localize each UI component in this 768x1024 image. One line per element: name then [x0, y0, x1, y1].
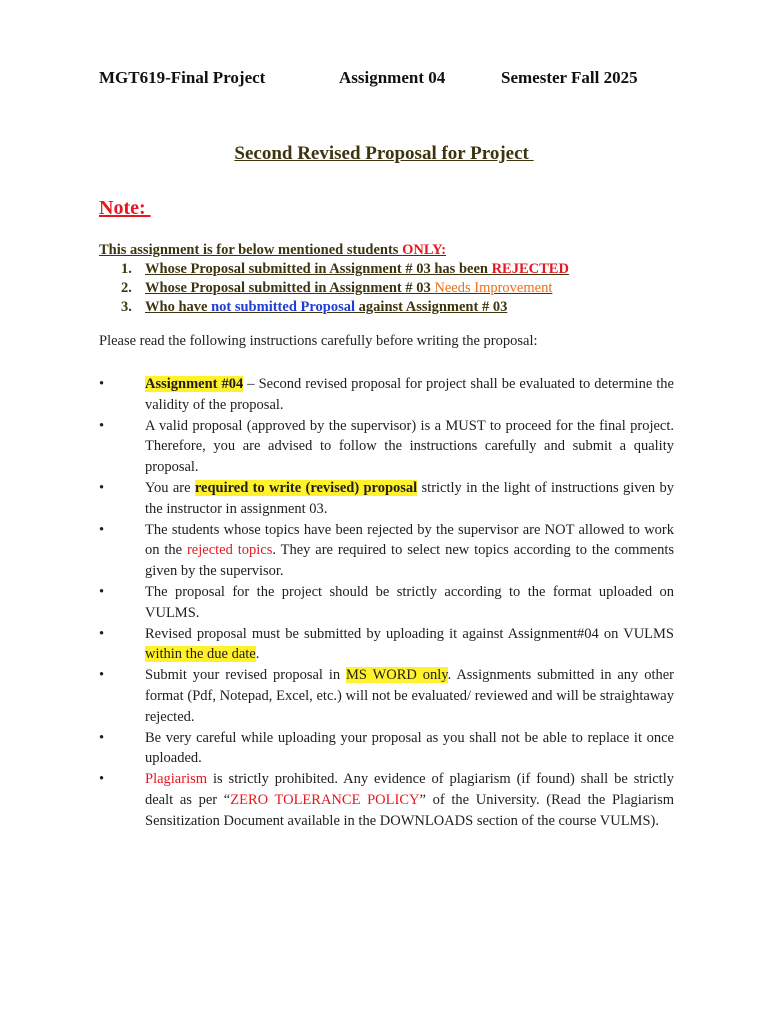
bullet-text: strictly in the light of instructions given by the instructor in assignment 03. — [145, 479, 674, 517]
eligibility-item — [99, 279, 679, 298]
bullet-dot: • — [99, 625, 105, 642]
status-proposal: Proposal — [300, 299, 356, 315]
eligibility-item — [99, 298, 679, 317]
bullet-dot: • — [99, 729, 105, 746]
instruction-bullet — [99, 374, 674, 416]
highlighted-text: within the due date — [145, 646, 256, 663]
instruction-bullet — [99, 520, 674, 582]
bullet-dot: • — [99, 417, 105, 434]
bullet-dot: • — [99, 479, 105, 496]
semester-label: Semester Fall 2025 — [501, 68, 638, 87]
eligibility-section — [99, 241, 679, 317]
bullet-text: is strictly prohibited. Any evidence of plagiarism (if found) shall be strictly dealt as per “ — [145, 771, 674, 808]
instruction-bullet — [99, 478, 674, 520]
eligibility-item — [99, 260, 679, 279]
bullet-text: . — [255, 646, 260, 663]
document-title-text: Second Revised Proposal for Project — [234, 143, 534, 164]
assignment-number: Assignment 04 — [339, 68, 446, 87]
eligibility-item-number: 1. — [121, 261, 132, 277]
bullet-dot: • — [99, 583, 105, 600]
eligibility-intro-text: This assignment is for below mentioned students — [99, 242, 403, 258]
bullet-text: Submit your revised proposal in — [145, 667, 346, 684]
bullet-text: Be very careful while uploading your proposal as you shall not be able to replace it once uploaded. — [145, 729, 674, 767]
instruction-bullet — [99, 665, 674, 727]
bullet-text: You are — [145, 479, 195, 496]
eligibility-item-number: 3. — [121, 299, 132, 315]
bullet-dot: • — [99, 376, 105, 392]
highlighted-text: MS WORD only — [346, 667, 448, 684]
eligibility-item-tail: against Assignment # 03 — [355, 299, 508, 315]
bullet-text: Revised proposal must be submitted by uploading it against Assignment#04 on VULMS — [145, 625, 674, 642]
status-not-submitted: not submitted — [207, 299, 301, 315]
course-code: MGT619-Final Project — [99, 68, 266, 87]
instruction-bullet — [99, 728, 674, 770]
eligibility-item-body: Who have — [145, 299, 208, 315]
instructions-intro: Please read the following instructions carefully before writing the proposal: — [99, 333, 538, 349]
red-emphasis-text: Plagiarism — [145, 771, 208, 788]
note-heading: Note: — [99, 197, 151, 219]
bullet-dot: • — [99, 521, 105, 538]
eligibility-list — [99, 260, 679, 317]
bullet-text: – Second revised proposal for project shall be evaluated to determine the validity of the proposal. — [145, 376, 674, 413]
instruction-bullets — [99, 374, 674, 832]
bullet-text: A valid proposal (approved by the supervisor) is a MUST to proceed for the final project. Therefore, you are advised to follow the instructions carefully and submit a quality proposal. — [145, 417, 674, 476]
bullet-dot: • — [99, 771, 105, 788]
eligibility-item-text — [145, 280, 552, 296]
eligibility-item-number: 2. — [121, 280, 132, 296]
instruction-bullet — [99, 769, 674, 831]
document-title — [0, 143, 768, 165]
status-needs-improvement: Needs Improvement — [434, 280, 553, 296]
eligibility-only-label: ONLY: — [402, 242, 447, 258]
instruction-bullet — [99, 624, 674, 666]
red-emphasis-text: ZERO TOLERANCE POLICY — [230, 791, 420, 808]
bullet-dot: • — [99, 667, 105, 684]
bullet-text: . Assignments submitted in any other format (Pdf, Notepad, Excel, etc.) will not be evaluated/ reviewed and will be straightaway rejected. — [145, 667, 674, 725]
bullet-text: . They are required to select new topics according to the comments given by the supervisor. — [145, 542, 675, 580]
instruction-bullet — [99, 416, 674, 478]
red-emphasis-text: rejected topics — [186, 542, 273, 559]
bullet-text: ” of the University. (Read the Plagiarism Sensitization Document available in the DOWNLOADS section of the course VULMS). — [145, 791, 674, 829]
status-rejected: REJECTED — [491, 261, 569, 277]
highlighted-text: Assignment #04 — [145, 376, 244, 392]
eligibility-item-body: Whose Proposal submitted in Assignment # 03 — [145, 280, 435, 296]
highlighted-text: required to write (revised) proposal — [194, 479, 418, 496]
eligibility-item-body: Whose Proposal submitted in Assignment # 03 has been — [145, 261, 492, 277]
eligibility-item-text — [145, 261, 569, 277]
bullet-text: The students whose topics have been rejected by the supervisor are NOT allowed to work on the — [145, 521, 674, 559]
instruction-bullet — [99, 582, 674, 624]
eligibility-intro — [99, 241, 679, 260]
bullet-text: The proposal for the project should be strictly according to the format uploaded on VULMS. — [145, 583, 674, 621]
eligibility-item-text — [145, 299, 507, 315]
